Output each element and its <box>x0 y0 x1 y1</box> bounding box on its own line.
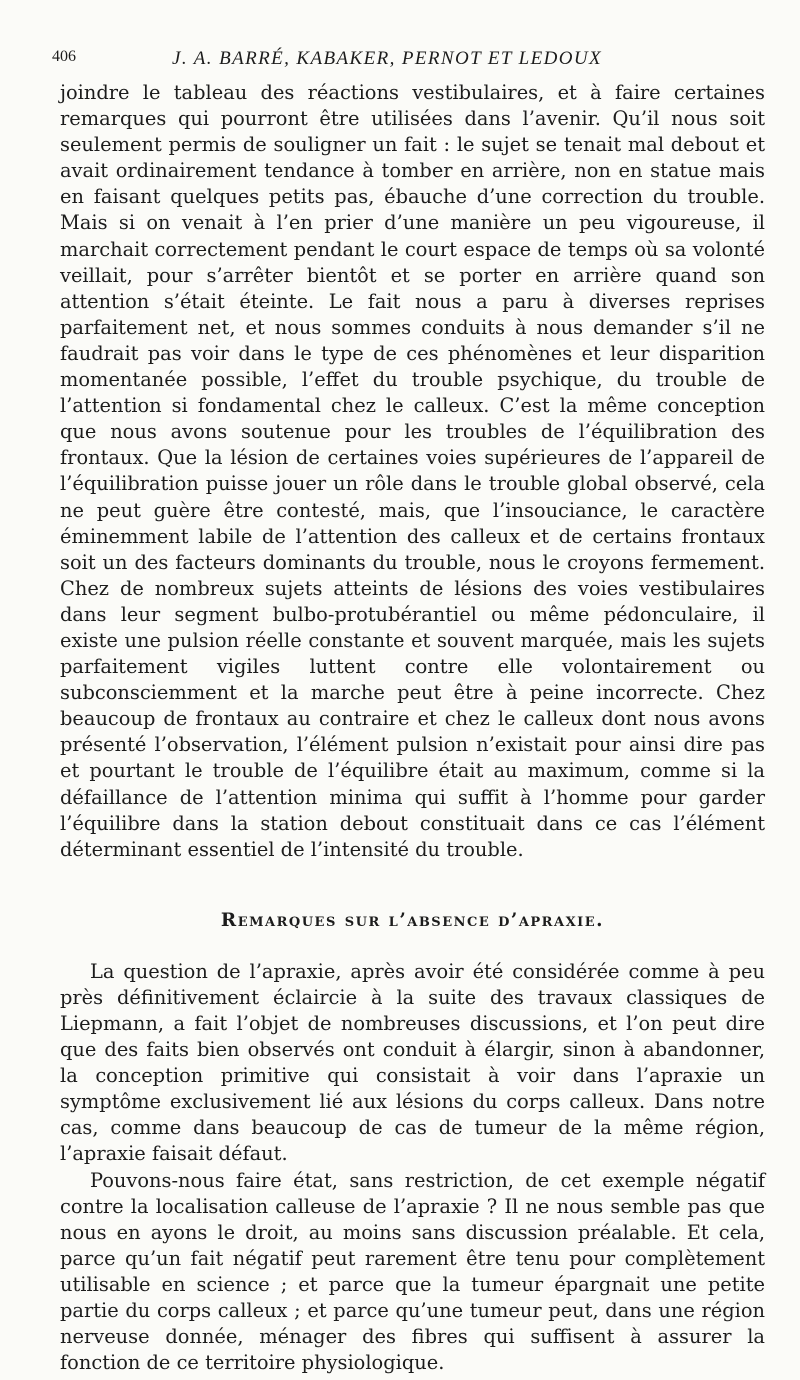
section-title: Remarques sur l’absence d’apraxie. <box>220 909 605 931</box>
document-page <box>52 48 765 1376</box>
body-paragraph-2: La question de l’apraxie, après avoir été considérée comme à peu près définitivement éclaircie à la suite des travaux classiques de Liepmann, a fait l’objet de nombreuses discussions, et l’on peut dire que des faits bien observés ont conduit à élargir, sinon à abandonner, la conception primitive qui consistait à voir dans l’apraxie un symptôme exclusivement lié aux lésions du corps calleux. Dans notre cas, comme dans beaucoup de cas de tumeur de la même région, l’apraxie faisait défaut. <box>60 959 765 1166</box>
page-number: 406 <box>52 48 76 65</box>
body-paragraph-3: Pouvons-nous faire état, sans restriction, de cet exemple négatif contre la localisation calleuse de l’apraxie ? Il ne nous semble pas que nous en ayons le droit, au moins sans discussion préalable. Et cela, parce qu’un fait négatif peut rarement être tenu pour complètement utilisable en science ; et parce que la tumeur épargnait une petite partie du corps calleux ; et parce qu’une tumeur peut, dans une région nerveuse donnée, ménager des fibres qui suffisent à assurer la fonction de ce territoire physiologique. <box>60 1168 765 1375</box>
body-paragraph-1: joindre le tableau des réactions vestibulaires, et à faire certaines remarques qui pourront être utilisées dans l’avenir. Qu’il nous soit seulement permis de souligner un fait : le sujet se tenait mal debout et avait ordinairement tendance à tomber en arrière, non en statue mais en faisant quelques petits pas, ébauche d’une correction du trouble. Mais si on venait à l’en prier d’une manière un peu vigoureuse, il marchait correctement pendant le court espace de temps où sa volonté veillait, pour s’arrêter bientôt et se porter en arrière quand son attention s’était éteinte. Le fait nous a paru à diverses reprises parfaitement net, et nous sommes conduits à nous demander s’il ne faudrait pas voir dans le type de ces phénomènes et leur disparition momentanée possible, l’effet du trouble psychique, du trouble de l’attention si fondamental chez le calleux. C’est la même conception que nous avons soutenue pour les troubles de l’équilibration des frontaux. Que la lésion de certaines voies supérieures de l’appareil de l’équilibration puisse jouer un rôle dans le trouble global observé, cela ne peut guère être contesté, mais, que l’insouciance, le caractère éminemment labile de l’attention des calleux et de certains frontaux soit un des facteurs dominants du trouble, nous le croyons fermement. Chez de nombreux sujets atteints de lésions des voies vestibulaires dans leur segment bulbo-protubérantiel ou même pédonculaire, il existe une pulsion réelle constante et souvent marquée, mais les sujets parfaitement vigiles luttent contre elle volontairement ou subconsciemment et la marche peut être à peine incorrecte. Chez beaucoup de frontaux au contraire et chez le calleux dont nous avons présenté l’observation, l’élément pulsion n’existait pour ainsi dire pas et pourtant le trouble de l’équilibre était au maximum, comme si la défaillance de l’attention minima qui suffit à l’homme pour garder l’équilibre dans la station debout constituait dans ce cas l’élément déterminant essentiel de l’intensité du trouble. <box>60 81 765 861</box>
running-head-authors: J. A. BARRÉ, KABAKER, PERNOT ET LEDOUX <box>172 48 603 69</box>
page-header <box>52 48 765 80</box>
